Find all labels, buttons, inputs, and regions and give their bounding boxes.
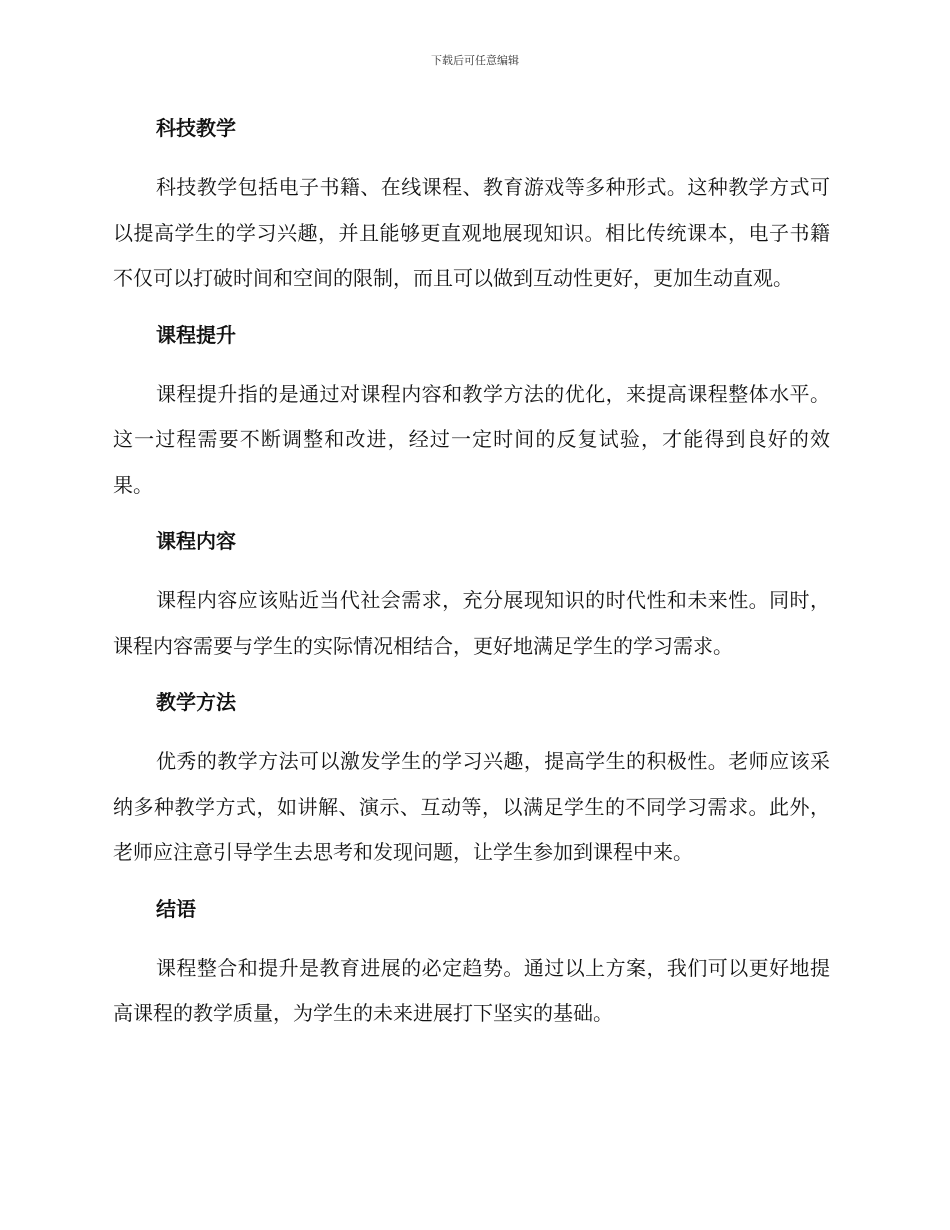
- section-paragraph: 课程提升指的是通过对课程内容和教学方法的优化，来提高课程整体水平。这一过程需要不断调整和改进，经过一定时间的反复试验，才能得到良好的效果。: [113, 381, 830, 497]
- section-course-content: [113, 525, 830, 686]
- section-paragraph: 课程整合和提升是教育进展的必定趋势。通过以上方案，我们可以更好地提高课程的教学质量，为学生的未来进展打下坚实的基础。: [113, 955, 830, 1025]
- section-paragraph: 课程内容应该贴近当代社会需求，充分展现知识的时代性和未来性。同时，课程内容需要与学生的实际情况相结合，更好地满足学生的学习需求。: [113, 588, 830, 658]
- section-course-improvement: [113, 319, 830, 526]
- document-body: [113, 112, 830, 1037]
- section-paragraph: 科技教学包括电子书籍、在线课程、教育游戏等多种形式。这种教学方式可以提高学生的学习兴趣，并且能够更直观地展现知识。相比传统课本，电子书籍不仅可以打破时间和空间的限制，而且可以做到互动性更好，更加生动直观。: [113, 175, 830, 290]
- page-header: 下载后可任意编辑: [431, 54, 519, 67]
- section-heading: 课程提升: [156, 322, 236, 347]
- section-conclusion: [113, 893, 830, 1037]
- section-heading: 教学方法: [156, 690, 236, 714]
- section-tech-teaching: [113, 112, 830, 319]
- section-heading: 课程内容: [156, 529, 236, 553]
- section-teaching-methods: [113, 686, 830, 893]
- section-heading: 结语: [156, 896, 196, 921]
- section-heading: 科技教学: [156, 116, 236, 140]
- section-paragraph: 优秀的教学方法可以激发学生的学习兴趣，提高学生的积极性。老师应该采纳多种教学方式，如讲解、演示、互动等，以满足学生的不同学习需求。此外，老师应注意引导学生去思考和发现问题，让学生参加到课程中来。: [113, 749, 830, 864]
